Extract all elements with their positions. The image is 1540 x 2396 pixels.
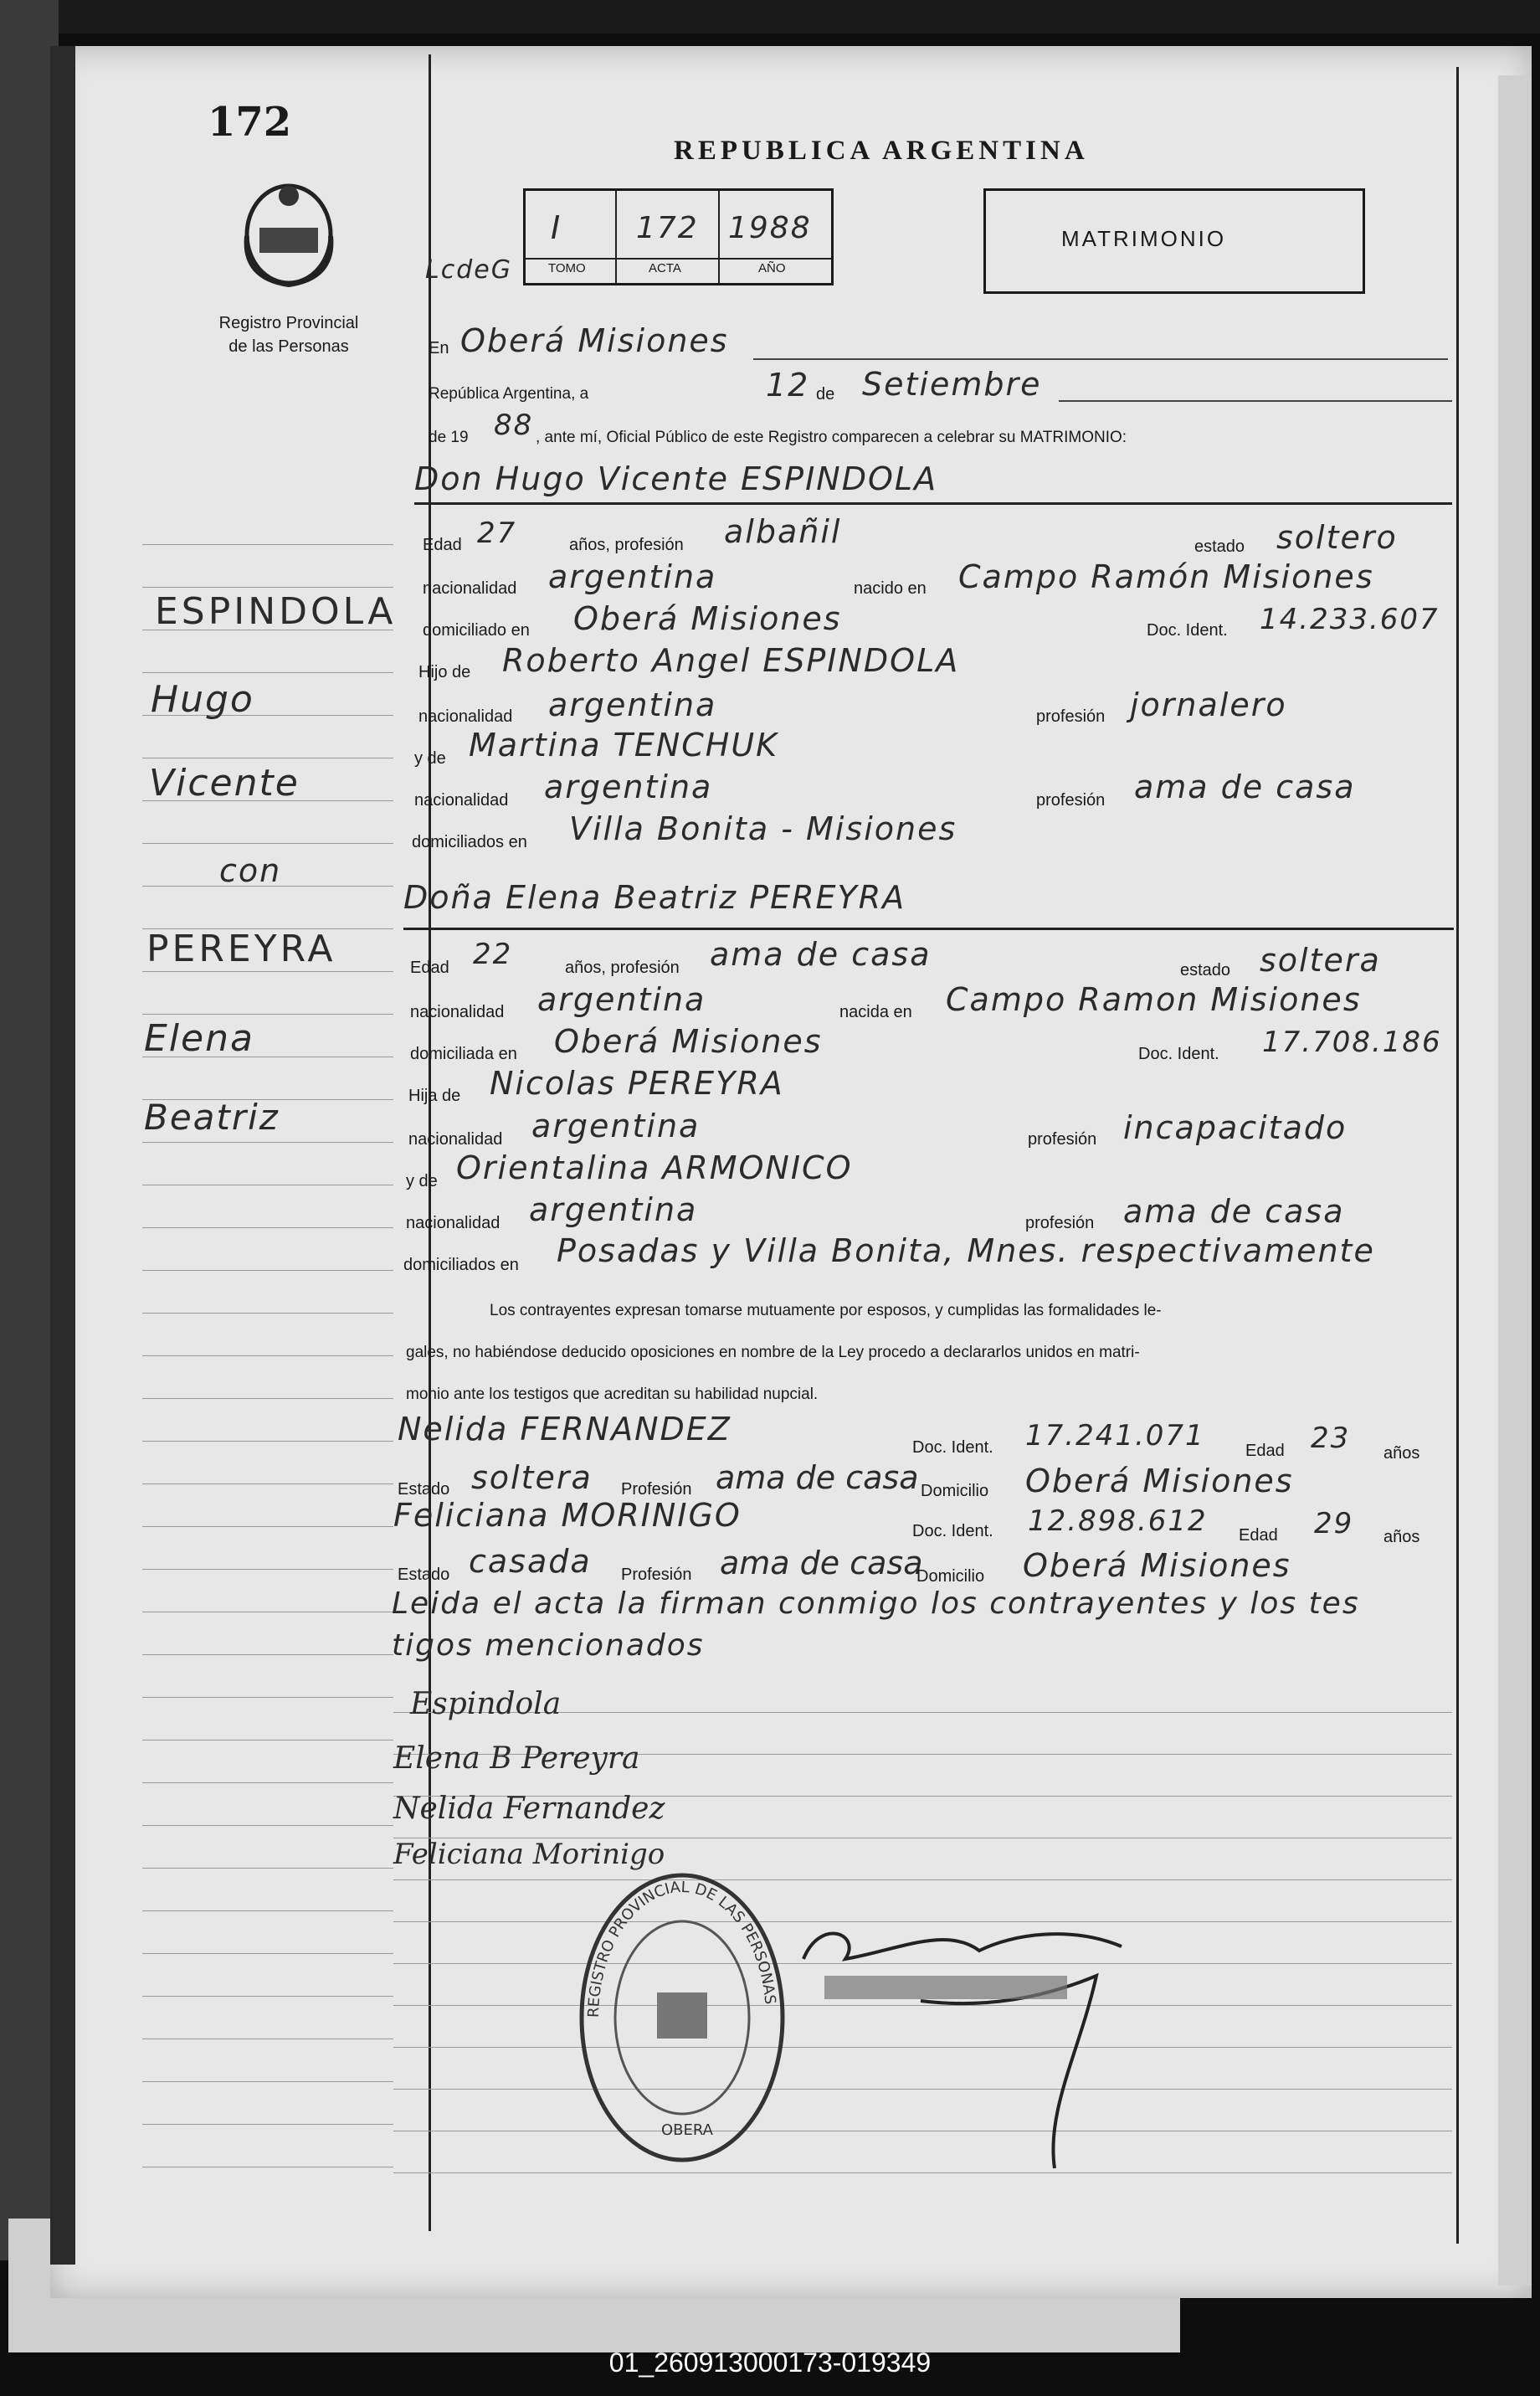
month: Setiembre: [862, 366, 1042, 403]
bride-name: Doña Elena Beatriz PEREYRA: [403, 879, 906, 916]
margin-ruled-line: [142, 1014, 393, 1015]
margin-ruled-line: [142, 544, 393, 545]
margin-ruled-line: [142, 1996, 393, 1997]
label-estado: estado: [1180, 961, 1231, 979]
book-spine: [50, 46, 75, 2265]
margin-ruled-line: [142, 1355, 393, 1356]
margin-name: Beatriz: [144, 1097, 280, 1138]
image-id-footer: 01_260913000173-019349: [608, 2347, 932, 2378]
label-ante-mi: , ante mí, Oficial Público de este Registro comparecen a celebrar su MATRIMONIO:: [536, 429, 1127, 446]
margin-name: ESPINDOLA: [155, 590, 397, 633]
margin-ruled-line: [142, 1313, 393, 1314]
label-de: de: [816, 385, 835, 404]
signature: Feliciana Morinigo: [393, 1838, 665, 1871]
ano-value: 1988: [728, 211, 812, 245]
groom-doc: 14.233.607: [1260, 603, 1440, 636]
tomo-label: TOMO: [548, 261, 586, 275]
label-edad-w: Edad: [1245, 1442, 1285, 1460]
label-profesion: profesión: [1025, 1214, 1095, 1232]
acta-value: 172: [636, 211, 699, 245]
groom-father-nat: argentina: [548, 686, 717, 723]
label-nacionalidad: nacionalidad: [423, 579, 517, 598]
label-doc-ident: Doc. Ident.: [912, 1438, 993, 1457]
fill-line: [753, 358, 1448, 360]
official-stamp-icon: [573, 1867, 791, 2168]
witness-2-doc: 12.898.612: [1028, 1504, 1208, 1538]
margin-ruled-line: [142, 1142, 393, 1143]
groom-mother: Martina TENCHUK: [469, 727, 779, 764]
groom-father-prof: jornalero: [1130, 686, 1287, 723]
volume-divider: [718, 191, 720, 283]
label-profesion: profesión: [1036, 707, 1106, 726]
witness-1-profession: ama de casa: [716, 1459, 919, 1496]
body-ruled-line: [393, 1879, 1452, 1880]
label-y-de: y de: [414, 749, 446, 768]
margin-ruled-line: [142, 1398, 393, 1399]
groom-nationality: argentina: [548, 558, 717, 595]
groom-profession: albañil: [724, 513, 842, 550]
witness-2-name: Feliciana MORINIGO: [393, 1497, 742, 1534]
bride-doc: 17.708.186: [1262, 1026, 1442, 1059]
bride-domicile: Oberá Misiones: [554, 1023, 823, 1060]
page-edge: [1498, 75, 1532, 2285]
groom-status: soltero: [1276, 519, 1398, 556]
bride-profession: ama de casa: [710, 936, 932, 973]
bride-father-prof: incapacitado: [1123, 1109, 1348, 1146]
label-domiciliada-en: domiciliada en: [410, 1045, 517, 1063]
witness-2-age: 29: [1314, 1507, 1354, 1540]
legal-paragraph: Los contrayentes expresan tomarse mutuamente por esposos, y cumplidas las formalidades le-: [490, 1302, 1162, 1319]
section-rule: [403, 928, 1454, 930]
tomo-value: I: [551, 209, 562, 246]
volume-box-rule: [526, 258, 831, 260]
label-anos-w: años: [1383, 1528, 1420, 1546]
label-nacionalidad: nacionalidad: [414, 791, 509, 810]
margin-ruled-line: [142, 1483, 393, 1484]
label-profesion-w: Profesión: [621, 1480, 692, 1499]
groom-domicile: Oberá Misiones: [573, 600, 842, 637]
witness-2-domicile: Oberá Misiones: [1023, 1547, 1291, 1584]
registry-name: Registro Provincial de las Personas: [218, 314, 359, 356]
acta-label: ACTA: [649, 261, 681, 275]
bride-mother-nat: argentina: [529, 1191, 698, 1228]
witness-1-status: soltera: [471, 1459, 593, 1496]
label-nacionalidad: nacionalidad: [418, 707, 513, 726]
country-title: REPUBLICA ARGENTINA: [674, 136, 1089, 166]
label-profesion: profesión: [1028, 1130, 1097, 1149]
coat-of-arms-icon: [239, 177, 339, 291]
bride-mother: Orientalina ARMONICO: [456, 1149, 853, 1186]
margin-ruled-line: [142, 587, 393, 588]
witness-1-domicile: Oberá Misiones: [1025, 1463, 1294, 1499]
volume-divider: [615, 191, 617, 283]
margin-name: PEREYRA: [146, 928, 336, 970]
label-doc-ident: Doc. Ident.: [1138, 1045, 1219, 1063]
margin-ruled-line: [142, 1953, 393, 1954]
margin-ruled-line: [142, 1868, 393, 1869]
margin-ruled-line: [142, 1441, 393, 1442]
groom-name: Don Hugo Vicente ESPINDOLA: [414, 460, 938, 497]
signature: Espindola: [410, 1687, 562, 1721]
label-nacionalidad: nacionalidad: [410, 1003, 505, 1021]
margin-ruled-line: [142, 1227, 393, 1228]
witness-1-age: 23: [1311, 1422, 1351, 1455]
label-y-de: y de: [406, 1172, 438, 1190]
label-anos-w: años: [1383, 1444, 1420, 1463]
label-doc-ident: Doc. Ident.: [912, 1522, 993, 1540]
day: 12: [766, 367, 810, 404]
ano-label: AÑO: [758, 261, 786, 275]
margin-ruled-line: [142, 1654, 393, 1655]
label-de19: de 19: [429, 429, 469, 446]
label-hijo-de: Hijo de: [418, 663, 471, 681]
label-nacionalidad: nacionalidad: [408, 1130, 503, 1149]
label-profesion: profesión: [1036, 791, 1106, 810]
page-number: 172: [208, 99, 292, 146]
bride-mother-prof: ama de casa: [1123, 1193, 1345, 1230]
label-estado-w: Estado: [398, 1566, 450, 1584]
witness-2-status: casada: [469, 1543, 592, 1580]
right-border: [1456, 67, 1459, 2244]
label-domicilio-w: Domicilio: [921, 1482, 989, 1500]
legal-paragraph: gales, no habiéndose deducido oposiciones en nombre de la Ley procedo a declararlos unidos en matri-: [406, 1344, 1140, 1361]
margin-ruled-line: [142, 971, 393, 972]
bride-status: soltera: [1260, 942, 1381, 979]
margin-note: LcdeG: [425, 255, 512, 285]
signature: Elena B Pereyra: [393, 1741, 640, 1776]
act-type: MATRIMONIO: [1061, 226, 1227, 251]
groom-mother-prof: ama de casa: [1134, 769, 1356, 805]
margin-ruled-line: [142, 1825, 393, 1826]
closing-line: tigos mencionados: [392, 1628, 705, 1663]
label-domiciliados-en: domiciliados en: [403, 1256, 519, 1274]
label-estado: estado: [1194, 537, 1245, 556]
label-domiciliados-en: domiciliados en: [412, 833, 527, 851]
witness-2-profession: ama de casa: [720, 1545, 923, 1581]
margin-name: con: [219, 852, 282, 889]
label-domicilio-w: Domicilio: [916, 1567, 985, 1586]
margin-name: Vicente: [149, 762, 300, 805]
margin-ruled-line: [142, 1782, 393, 1783]
official-signature-icon: [795, 1900, 1197, 2185]
margin-ruled-line: [142, 1697, 393, 1698]
label-hija-de: Hija de: [408, 1087, 461, 1105]
bride-birthplace: Campo Ramon Misiones: [946, 981, 1362, 1018]
bride-age: 22: [473, 938, 513, 971]
witness-1-name: Nelida FERNANDEZ: [398, 1411, 732, 1447]
label-nacido-en: nacido en: [854, 579, 927, 598]
groom-father: Roberto Angel ESPINDOLA: [502, 642, 960, 679]
label-domiciliado-en: domiciliado en: [423, 621, 530, 640]
label-nacida-en: nacida en: [839, 1003, 912, 1021]
witness-1-doc: 17.241.071: [1025, 1419, 1205, 1453]
margin-ruled-line: [142, 2081, 393, 2082]
label-en: En: [429, 339, 449, 357]
closing-line: Leida el acta la firman conmigo los contrayentes y los tes: [392, 1586, 1360, 1621]
label-edad: Edad: [423, 536, 462, 554]
label-estado-w: Estado: [398, 1480, 450, 1499]
margin-ruled-line: [142, 1910, 393, 1911]
margin-ruled-line: [142, 672, 393, 673]
signature: Nelida Fernandez: [393, 1792, 665, 1826]
groom-age: 27: [477, 517, 517, 550]
bride-nationality: argentina: [537, 981, 706, 1018]
label-rep-arg: República Argentina, a: [429, 385, 589, 403]
margin-ruled-line: [142, 1569, 393, 1570]
label-anos-profesion: años, profesión: [565, 959, 680, 977]
label-anos-profesion: años, profesión: [569, 536, 684, 554]
bride-parents-domicile: Posadas y Villa Bonita, Mnes. respectivamente: [557, 1232, 1375, 1269]
margin-ruled-line: [142, 843, 393, 844]
margin-ruled-line: [142, 1270, 393, 1271]
place: Oberá Misiones: [460, 322, 729, 359]
stamp-arc-text: REGISTRO PROVINCIAL DE LAS PERSONAS: [584, 1878, 779, 2018]
label-edad-w: Edad: [1239, 1526, 1278, 1545]
margin-name: Hugo: [151, 678, 254, 721]
groom-mother-nat: argentina: [544, 769, 713, 805]
margin-ruled-line: [142, 2124, 393, 2125]
bride-father: Nicolas PEREYRA: [490, 1065, 784, 1102]
margin-name: Elena: [144, 1017, 254, 1060]
bride-father-nat: argentina: [531, 1108, 701, 1144]
groom-parents-domicile: Villa Bonita - Misiones: [569, 810, 957, 847]
year-suffix: 88: [494, 409, 534, 442]
groom-birthplace: Campo Ramón Misiones: [958, 558, 1374, 595]
legal-paragraph: monio ante los testigos que acreditan su habilidad nupcial.: [406, 1386, 819, 1403]
label-edad: Edad: [410, 959, 449, 977]
margin-ruled-line: [142, 1526, 393, 1527]
fill-line: [1059, 400, 1452, 402]
section-rule: [414, 502, 1452, 505]
label-profesion-w: Profesión: [621, 1566, 692, 1584]
stamp-bottom: OBERA: [661, 2121, 713, 2139]
label-doc-ident: Doc. Ident.: [1147, 621, 1228, 640]
background-top: [0, 0, 1540, 33]
label-nacionalidad: nacionalidad: [406, 1214, 501, 1232]
